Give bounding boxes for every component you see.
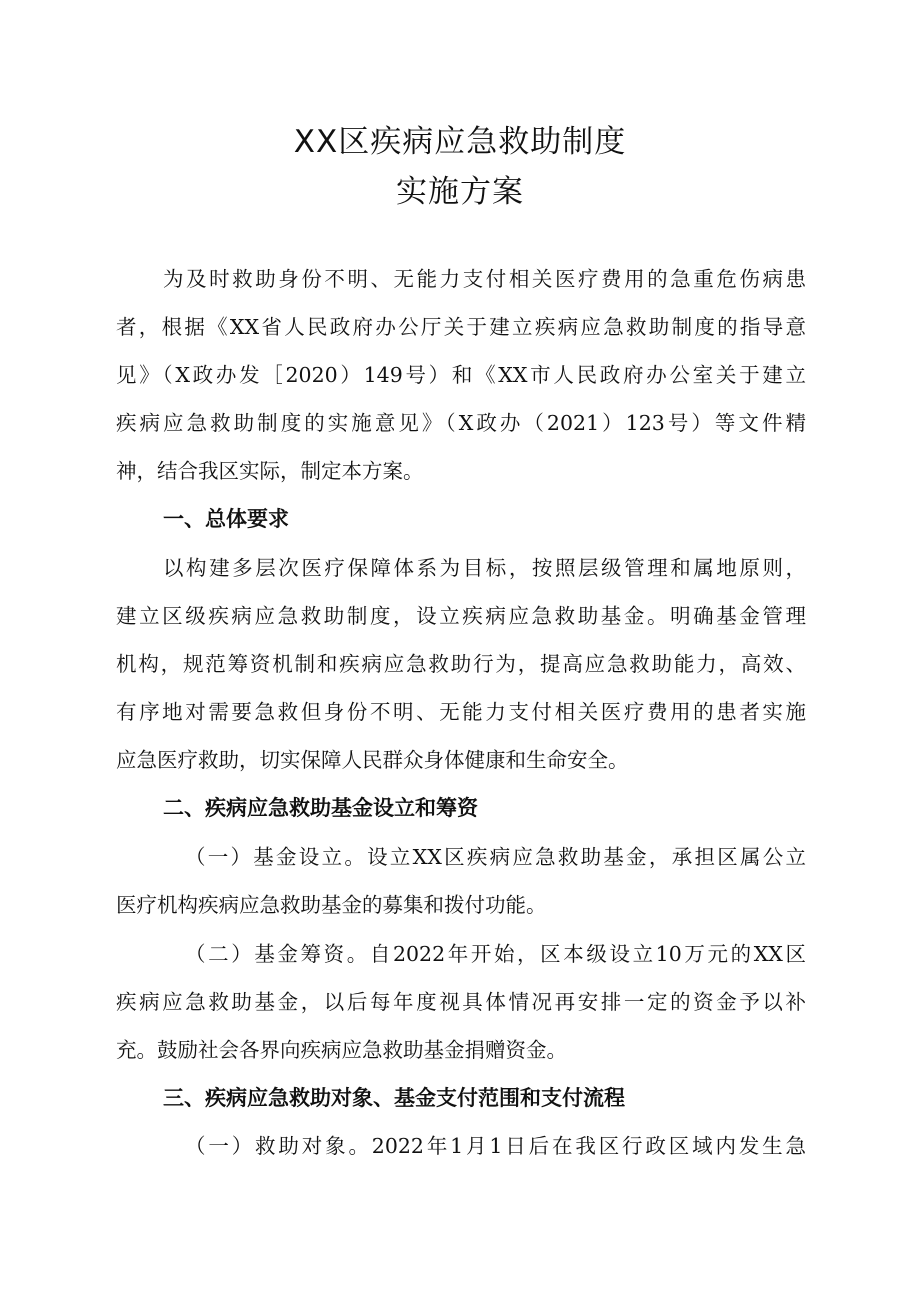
section-1-line-2: 建立区级疾病应急救助制度，设立疾病应急救助基金。明确基金管理 bbox=[116, 604, 806, 628]
intro-line-4: 疾病应急救助制度的实施意见》（X政办（2021）123号）等文件精 bbox=[116, 411, 806, 435]
section-1-line-3: 机构，规范筹资机制和疾病应急救助行为，提高应急救助能力，高效、 bbox=[116, 652, 806, 676]
section-2-item-2-line-2: 疾病应急救助基金，以后每年度视具体情况再安排一定的资金予以补 bbox=[116, 990, 806, 1014]
section-2-heading: 二、疾病应急救助基金设立和筹资 bbox=[163, 796, 478, 820]
section-3-item-1-line-1: （一）救助对象。2022年1月1日后在我区行政区域内发生急 bbox=[185, 1134, 806, 1158]
section-1-line-5: 应急医疗救助，切实保障人民群众身体健康和生命安全。 bbox=[116, 748, 629, 772]
section-2-item-2-line-1: （二）基金筹资。自2022年开始，区本级设立10万元的XX区 bbox=[185, 942, 806, 966]
document-title-line-2: 实施方案 bbox=[396, 174, 524, 210]
section-2-item-1-line-1: （一）基金设立。设立XX区疾病应急救助基金，承担区属公立 bbox=[185, 845, 806, 869]
intro-line-2: 者，根据《XX省人民政府办公厅关于建立疾病应急救助制度的指导意 bbox=[116, 315, 806, 339]
section-2-item-1-line-2: 医疗机构疾病应急救助基金的募集和拨付功能。 bbox=[116, 893, 547, 917]
document-title-line-1: XX区疾病应急救助制度 bbox=[293, 124, 627, 160]
section-2-item-2-line-3: 充。鼓励社会各界向疾病应急救助基金捐赠资金。 bbox=[116, 1038, 567, 1062]
intro-line-5: 神，结合我区实际，制定本方案。 bbox=[116, 459, 424, 483]
section-1-heading: 一、总体要求 bbox=[163, 507, 289, 531]
section-3-heading: 三、疾病应急救助对象、基金支付范围和支付流程 bbox=[163, 1086, 625, 1110]
intro-line-3: 见》（X政办发［2020）149号）和《XX市人民政府办公室关于建立 bbox=[116, 363, 806, 387]
intro-line-1: 为及时救助身份不明、无能力支付相关医疗费用的急重危伤病患 bbox=[163, 267, 806, 291]
section-1-line-4: 有序地对需要急救但身份不明、无能力支付相关医疗费用的患者实施 bbox=[116, 700, 806, 724]
section-1-line-1: 以构建多层次医疗保障体系为目标，按照层级管理和属地原则， bbox=[163, 556, 806, 580]
